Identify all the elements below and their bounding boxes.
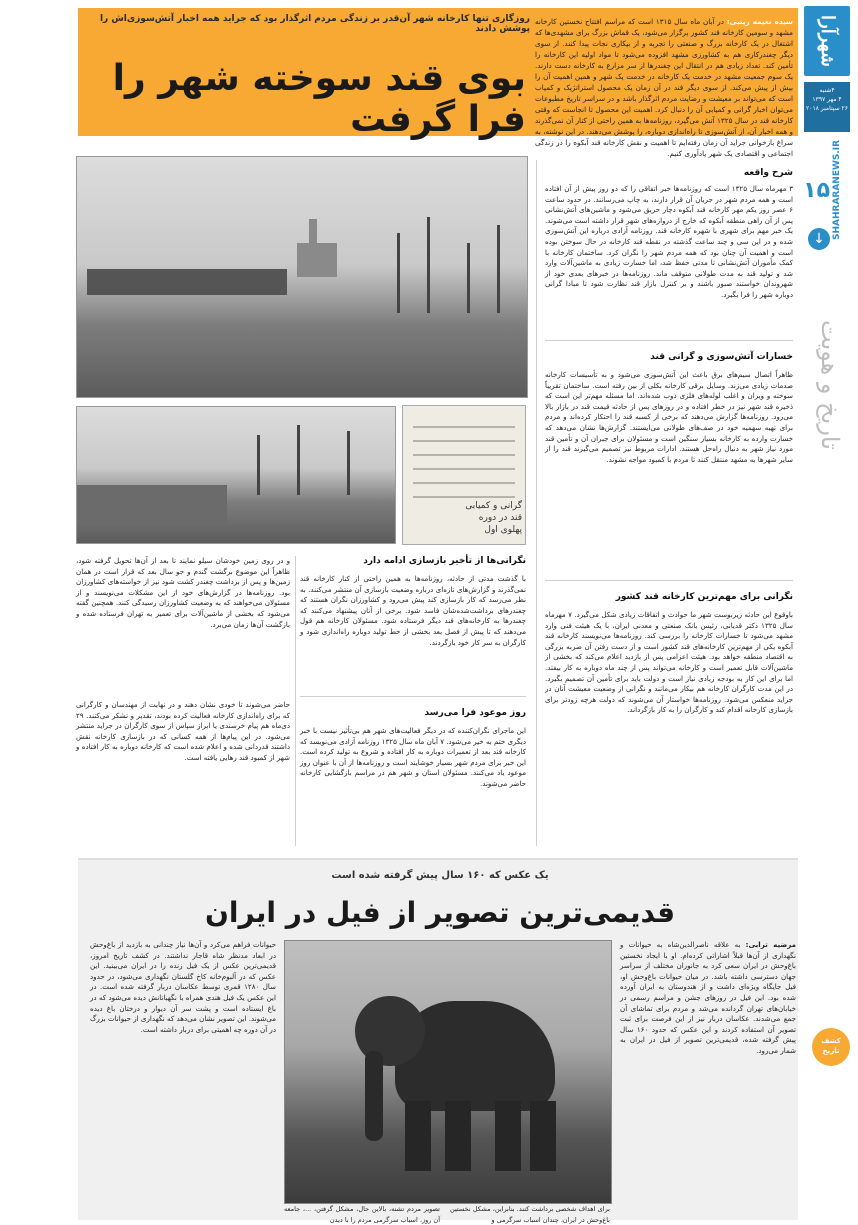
sugar-pile	[77, 485, 227, 525]
elephant-leg	[445, 1101, 471, 1171]
discover-history-badge: کشف تاریخ	[812, 1028, 850, 1066]
factory-chimney	[309, 219, 317, 249]
tree	[397, 233, 400, 313]
intro-text: در آبان ماه سال ۱۳۱۵ است که مراسم افتتاح نخستین کارخانه مشهد و سومین کارخانه قند کشور برگزار می‌شود، یک قماش بزرگ برای مشهدی‌ها که اشتغال در یک کارخانه بزرگ و صنعتی را تجربه و از بیکاری نجات پیدا کنند. از سوی دیگر چغندرکاری هم به کشاورزی مشهد افزوده می‌شود تا مواد اولیه این کارخانه را تأمین کند. تعداد زیادی هم در انتقال این چغندرها از سر مزارع به کارخانه دست دارند. یک سوم جمعیت مشهد در خدمت یک کارخانه در خدمت یک شهر و همین اهمیت آن را بیش از پیش می‌کند. از سوی دیگر قند در آن زمان یک محصول استراتژیک و کمیاب است که می‌تواند بر معیشت و رضایت مردم اثرگذار باشد و در سراسر تاریخ مطبوعات می‌توان اخبار گرانی و کمیابی آن را دنبال کرد. اهمیت این محصول تا انجاست که وقتی کارخانه قند در سال ۱۳۲۵ آتش می‌گیرد، روزنامه‌ها به همین راحتی از کنار آن نمی‌گذرند و همه اخبار آن، از آتش‌سوزی تا راه‌اندازی دوباره، را پوشش می‌دهند. در این نوشته، به سراغ بازخوانی جراید آن زمان رفته‌ایم تا اهمیت و نقش کارخانه قند آبکوه را در زندگی اجتماعی و اقتصادی یک شهر یادآوری کنیم.	[535, 17, 793, 158]
roz-text-b: این ماجرای نگران‌کننده که در دیگر فعالیت‌های شهر هم بی‌تأثیر نیست با خبر دیگری ختم به خیر می‌شود. ۷ آبان ماه سال ۱۳۲۵ روزنامه آزادی می‌نویسد که کارخانه قند بعد از تعمیرات دوباره به کار افتاده و شروع به تولید کرده است. این خبر برای مردم شهر بسیار خوشایند است و روزنامه‌ها از آن با عنوان روز موعود یاد می‌کنند. مسئولان استان و شهر هم در مراسم بازگشایی کارخانه حاضر می‌شوند.	[299, 726, 526, 788]
factory-photo-snow	[76, 406, 396, 544]
doc-caption: گرانی و کمیابی قند در دوره پهلوی اول	[465, 501, 522, 535]
doc-line	[413, 440, 515, 442]
elephant-caption-b: برای اهداف شخصی برداشت کنند. بنابراین، مشکل نخستین باغ‌وحش در ایران، چندان اسباب سرگرمی و	[450, 1205, 610, 1224]
doc-line	[413, 454, 515, 456]
date-box	[804, 82, 850, 132]
divider	[545, 340, 793, 341]
elephant-leg	[405, 1101, 431, 1171]
factory-building	[297, 243, 337, 277]
date-line: ۴ مهر ۱۳۹۷	[812, 96, 842, 103]
doc-line	[413, 426, 515, 428]
sharh-title: شرح واقعه	[743, 168, 793, 178]
khesarat-title: خسارات آتش‌سوزی و گرانی قند	[650, 352, 793, 362]
tree	[297, 425, 300, 495]
roz-text-a: حاضر می‌شوند تا خودی نشان دهند و در نهایت از مهندسان و کارگرانی که برای راه‌اندازی کارخانه فعالیت کرده بودند، تقدیر و تشکر می‌کنند. ۲۹ دی‌ماه هم پیام خرسندی یا ابراز سپاس از سوی کارگران در جراید منتشر می‌شود. در این پیام‌ها از همه کسانی که در بازسازی کارخانه نقش داشتند قدردانی شده و اعلام شده است که کارخانه دوباره به کار افتاده و شهر از کمبود قند رهایی یافته است.	[76, 700, 290, 762]
feature-text-a-body: به علاقه ناصرالدین‌شاه به حیوانات و نگهداری از آن‌ها قبلاً اشاراتی کرده‌ام. او با ایجاد نخستین باغ‌وحش در ایران سعی کرد به جانوران مختلف از سراسر جهان دسترسی داشته باشد. در میان حیوانات باغ‌وحش او، فیل جایگاه ویژه‌ای داشت و از هندوستان به ایران آورده شده بود. این فیل در روزهای جشن و مراسم رسمی در خیابان‌های تهران گردانده می‌شد و مردم برای تماشای آن جمع می‌شدند. عکاسان دربار نیز از این فرصت برای ثبت تصویر آن استفاده کردند و این عکس که حدود ۱۶۰ سال پیش گرفته شده، قدیمی‌ترین تصویر از فیل در ایران به شمار می‌رود.	[620, 940, 796, 1055]
takhir-text-a: و در روی زمین خودشان سیلو نمایند تا بعد از آن‌ها تحویل گرفته شود، ظاهراً این موضوع برگشت گندم و جو سال بعد که قرار است در همان زمین‌ها و پس از برداشت چغندر کشت شود نیز از خواسته‌های کشاورزان بود. روزنامه‌ها در گزارش‌های خود از این مشکلات می‌نویسند و از مسئولان می‌خواهند که به وضعیت کشاورزان رسیدگی کنند. همچنین گفته می‌شود که بخشی از ماشین‌آلات برای تعمیر به تهران فرستاده شده و بازگشت آن‌ها زمان می‌برد.	[76, 556, 290, 629]
roz-title: روز موعود فرا می‌رسد	[424, 708, 526, 718]
feature-headline: قدیمی‌ترین تصویر از فیل در ایران	[204, 896, 676, 929]
elephant-caption-a: تصویر مردم تشنه، بالاین حال، مشکل گرفتن، ...، جامعه آن روز، اسباب سرگرمی مردم را با دیدن	[284, 1205, 440, 1224]
trucks-row	[87, 269, 287, 295]
tree	[347, 431, 350, 495]
tree	[257, 435, 260, 495]
divider	[545, 580, 793, 581]
elephant-trunk	[365, 1051, 383, 1141]
factory-photo-main	[76, 156, 528, 398]
tree	[497, 225, 500, 313]
header-kicker: روزگاری تنها کارخانه شهر آن‌قدر بر زندگی مردم اثرگذار بود که جراید همه اخبار آتش‌سوزی‌اش را پوشش دادند	[99, 14, 530, 34]
column-divider	[295, 556, 296, 846]
header-intro	[535, 16, 793, 159]
newspaper-logo: شهرآرا	[804, 6, 850, 76]
negarani-text: باوقوع این حادثه زیربوست شهر ما حوادث و اتفاقات زیادی شکل می‌گیرد. ۷ مهرماه سال ۱۳۲۵ دکتر قدیانی، رئیس بانک صنعتی و معدنی ایران، با یک هیئت فنی وارد مشهد می‌شود تا خسارات کارخانه را بررسی کند. روزنامه‌ها می‌نویسند کارخانه قند آبکوه یکی از مهم‌ترین کارخانه‌های قند کشور است و از دست رفتن آن ضربه بزرگی به اقتصاد منطقه خواهد بود. هیئت اعزامی پس از بازدید اعلام می‌کند که بخشی از ماشین‌آلات قابل تعمیر است و کارخانه می‌تواند پس از چند ماه دوباره به کار بیفتد. اما برای این کار به بودجه زیادی نیاز است و دولت باید برای تأمین آن تصمیم بگیرد. در این مدت کارگران کارخانه هم بیکار می‌مانند و نگرانی از وضعیت معیشت آنان در جراید منعکس می‌شود. روزنامه‌ها خواستار آن می‌شوند که دولت هرچه زودتر برای بازسازی کارخانه اقدام کند و کارگران را به کار بازگرداند.	[545, 610, 793, 715]
site-url[interactable]: SHAHRARANEWS.IR	[832, 140, 842, 241]
takhir-title: نگرانی‌ها از تأخیر بازسازی ادامه دارد	[363, 556, 526, 566]
takhir-text-b: با گذشت مدتی از حادثه، روزنامه‌ها به همین راحتی از کنار کارخانه قند نمی‌گذرند و گزارش‌های تازه‌ای درباره وضعیت بازسازی آن منتشر می‌کنند. به نظر می‌رسد که کار بازسازی کند پیش می‌رود و کشاورزان نگران هستند که چغندرهای برداشت‌شده‌شان فاسد شود. برخی از آنان پیشنهاد می‌کنند که چغندرها به کارخانه‌های قند دیگر فرستاده شود. مسئولان کارخانه هم قول می‌دهند که تا پیش از فصل بعد بخشی از خط تولید دوباره راه‌اندازی شود و کارگران به سر کار خود بازگردند.	[300, 574, 526, 647]
elephant-leg	[530, 1101, 556, 1171]
feature-author: مرضیه ترابی:	[745, 940, 797, 949]
arrow-down-icon: ↓	[808, 228, 830, 250]
issue-date: ۲۶ سپتامبر ۲۰۱۸	[806, 105, 848, 112]
doc-line	[413, 468, 515, 470]
tree	[467, 243, 470, 313]
column-divider	[536, 160, 537, 846]
tree	[427, 217, 430, 313]
elephant-photo	[284, 940, 612, 1204]
feature-kicker: یک عکس که ۱۶۰ سال پیش گرفته شده است	[331, 870, 549, 881]
doc-line	[413, 496, 515, 498]
feature-text-b: حیوانات فراهم می‌کرد و آن‌ها نیاز چندانی به بازدید از باغ‌وحش در ابعاد مدنظر شاه قاجار نداشتند. در کشف تاریخ امروز، قدیمی‌ترین عکس از یک فیل زنده را در ایران می‌بینید. این عکس که در آلبوم‌خانه کاخ گلستان نگهداری می‌شود، در حدود سال ۱۲۸۰ قمری توسط عکاسان دربار گرفته شده است. در این عکس یک فیل هندی همراه با نگهبانانش دیده می‌شود که در باغ ایستاده است و پشت سر آن دیوار و درختان باغ دیده می‌شوند. این تصویر نشان می‌دهد که نگهداری از حیوانات بزرگ در آن دوره چه اهمیتی برای دربار داشته است.	[90, 940, 276, 1034]
intro-author: سیده نعیمه زینبی:	[726, 17, 793, 26]
doc-line	[413, 482, 515, 484]
page-headline: بوی قند سوخته شهر را فرا گرفت	[112, 58, 526, 140]
feature-text-a	[620, 940, 796, 1210]
elephant-leg	[495, 1101, 521, 1171]
divider	[300, 696, 526, 697]
negarani-title: نگرانی برای مهم‌ترین کارخانه قند کشور	[615, 592, 793, 602]
weekday: ۴شنبه	[819, 87, 835, 94]
sharh-text: ۳ مهرماه سال ۱۳۲۵ است که روزنامه‌ها خبر اتفاقی را که دو روز پیش از آن افتاده است و همه مردم شهر در جریان آن قرار دارند، به چاپ می‌رسانند. در حدود ساعت ۶ عصر روز یکم مهر کارخانه قند آبکوه دچار حریق می‌شود و ماشین‌های آتش‌نشانی پس از آن راهی منطقه آبکوه که خارج از دروازه‌های شهر قرار داشته است می‌شوند. یک خبر مهم برای شهری با شهره کارخانه قند. روزنامه آزادی درباره این آتش‌سوزی شده و در این سی و چند ساعت گذشته در نقطه قند کارخانه در حال سوختن بوده است و اهمیت آن چنان بود که همه مردم شهر را نگران کرد. ساختمان کارخانه با کمک مأموران آتش‌نشانی تا مدتی حفظ شد، اما خسارت زیادی به ماشین‌آلات وارد شد و تولید قند به مدت طولانی متوقف ماند. روزنامه‌ها در خبرهای بعدی خود از شهروندان خواستند صبور باشند و بر کنترل بازار قند نظارت شود تا مبادا گرانی دوباره شهر را فرا بگیرد.	[545, 184, 793, 299]
page-number: ۱۵	[803, 178, 830, 203]
khesarat-text: ظاهراً اتصال سیم‌های برق باعث این آتش‌سوزی می‌شود و به تأسیسات کارخانه صدمات زیادی می‌زند. وسایل برقی کارخانه بکلی از بین رفته است. ساختمان تقریباً سوخته و ویران و اغلب لوله‌های فلزی ذوب شده‌اند. اما مسئله مهم‌تر این است که ذخیره قند شهر نیز در خطر افتاده و در روزهای پس از حادثه قیمت قند در بازار بالا می‌رود. روزنامه‌ها گزارش می‌دهند که برخی از کسبه قند را احتکار کرده‌اند و مردم برای تهیه سهمیه خود در صف‌های طولانی می‌ایستند. گزارش‌ها نشان می‌دهد که خسارت وارده به کارخانه بسیار سنگین است و مسئولان برای جبران آن و تأمین قند مورد نیاز شهر به دنبال راه‌حل هستند. ادارات مربوط نیز تصمیم می‌گیرند قند را از سایر شهرها به مشهد منتقل کنند تا مردم با کمبود مواجه نشوند.	[545, 370, 793, 464]
section-label: تاریخ و هویت	[816, 320, 844, 450]
